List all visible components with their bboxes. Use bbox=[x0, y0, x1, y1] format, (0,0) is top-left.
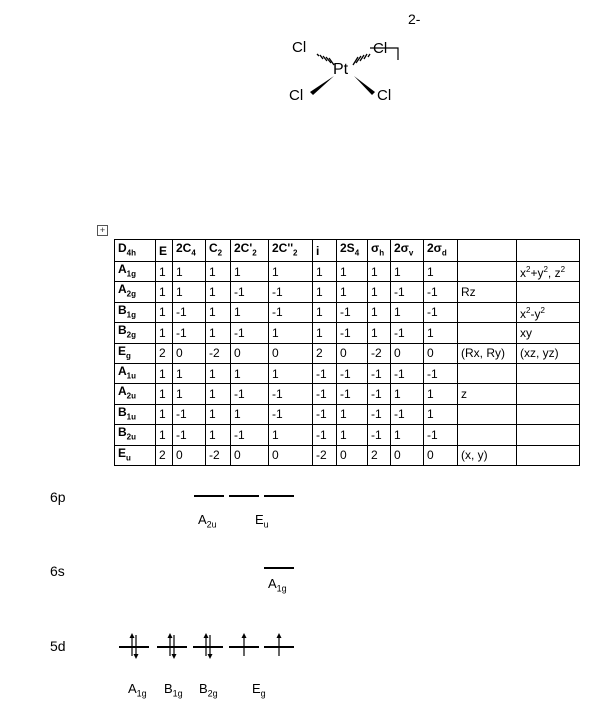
character-cell: 1 bbox=[206, 282, 231, 302]
electron-pair-arrows-icon bbox=[157, 632, 187, 660]
character-cell: 1 bbox=[173, 384, 206, 404]
character-cell: -1 bbox=[231, 425, 269, 445]
point-group-cell bbox=[115, 240, 156, 262]
chlorine-atom-bottom-right: Cl bbox=[377, 87, 392, 104]
irrep-subscript: 1g bbox=[126, 310, 137, 320]
superscript-2: 2 bbox=[540, 305, 545, 315]
electron-up-arrow-icon bbox=[264, 632, 294, 660]
character-cell: 1 bbox=[173, 262, 206, 282]
point-group-label: D bbox=[118, 240, 127, 255]
level-label-5d: 5d bbox=[50, 638, 66, 654]
quadratic-function-cell: (xz, yz) bbox=[517, 343, 580, 363]
character-cell: -1 bbox=[368, 363, 391, 383]
character-cell: 1 bbox=[269, 323, 313, 343]
linear-function-cell: z bbox=[458, 384, 517, 404]
orbital-6p-1 bbox=[194, 495, 224, 497]
character-cell: 1 bbox=[173, 363, 206, 383]
character-cell: -1 bbox=[269, 302, 313, 322]
character-cell: 1 bbox=[368, 262, 391, 282]
character-table bbox=[114, 239, 580, 466]
superscript-2: 2 bbox=[526, 265, 531, 275]
symmetry-label-eg: $E_g$ bbox=[252, 681, 266, 699]
character-cell: 1 bbox=[337, 282, 368, 302]
character-cell: 1 bbox=[231, 404, 269, 424]
operation-subscript: 2 bbox=[293, 248, 298, 258]
irrep-symbol: A bbox=[118, 363, 127, 378]
irrep-label-cell bbox=[115, 404, 156, 424]
operation-label: 2C' bbox=[234, 240, 253, 255]
operation-subscript: 2 bbox=[252, 248, 257, 258]
quadratic-function-cell: xy bbox=[517, 323, 580, 343]
character-cell: 1 bbox=[337, 425, 368, 445]
level-label-6s: 6s bbox=[50, 563, 65, 579]
quadratic-function-cell: $x^2+y^2$, $z^2$ bbox=[517, 262, 580, 282]
operation-label: σ bbox=[371, 240, 380, 255]
character-cell: 0 bbox=[173, 445, 206, 465]
character-cell: -1 bbox=[424, 282, 458, 302]
character-cell: 1 bbox=[313, 262, 337, 282]
character-cell: -1 bbox=[313, 384, 337, 404]
character-cell: 1 bbox=[313, 302, 337, 322]
irrep-subscript: 1u bbox=[126, 412, 137, 422]
linear-function-cell: (x, y) bbox=[458, 445, 517, 465]
irrep-symbol: A bbox=[118, 282, 127, 297]
irrep-row bbox=[115, 445, 580, 465]
superscript-2: 2 bbox=[560, 265, 566, 275]
character-cell: -1 bbox=[269, 384, 313, 404]
irrep-symbol: A bbox=[118, 384, 127, 399]
linear-function-cell bbox=[458, 323, 517, 343]
character-cell: 1 bbox=[156, 282, 173, 302]
character-cell: 1 bbox=[368, 323, 391, 343]
header-operation-8 bbox=[391, 240, 424, 262]
character-cell: -1 bbox=[424, 425, 458, 445]
character-cell: 1 bbox=[313, 282, 337, 302]
header-operation-4 bbox=[269, 240, 313, 262]
character-cell: 0 bbox=[337, 445, 368, 465]
irrep-label-cell bbox=[115, 302, 156, 322]
character-cell: 1 bbox=[424, 404, 458, 424]
operation-label: 2σ bbox=[394, 240, 409, 255]
character-cell: 1 bbox=[269, 262, 313, 282]
character-cell: 1 bbox=[206, 404, 231, 424]
quadratic-function-cell bbox=[517, 363, 580, 383]
character-cell: 1 bbox=[391, 425, 424, 445]
irrep-label-cell bbox=[115, 363, 156, 383]
character-cell: -1 bbox=[391, 282, 424, 302]
character-cell: 0 bbox=[231, 445, 269, 465]
character-cell: 0 bbox=[391, 343, 424, 363]
quadratic-function-cell bbox=[517, 404, 580, 424]
header-operation-9 bbox=[424, 240, 458, 262]
character-cell: -1 bbox=[424, 363, 458, 383]
operation-subscript: 2 bbox=[217, 248, 223, 258]
irrep-subscript: 1u bbox=[126, 371, 137, 381]
irrep-label-cell bbox=[115, 445, 156, 465]
character-cell: 1 bbox=[206, 363, 231, 383]
character-cell: -2 bbox=[313, 445, 337, 465]
character-cell: 0 bbox=[424, 445, 458, 465]
electron-up-arrow-icon bbox=[229, 632, 259, 660]
character-cell: -1 bbox=[173, 404, 206, 424]
character-cell: 1 bbox=[206, 302, 231, 322]
header-operation-3 bbox=[231, 240, 269, 262]
character-cell: 1 bbox=[206, 384, 231, 404]
character-cell: 1 bbox=[391, 262, 424, 282]
orbital-6s bbox=[264, 567, 294, 569]
character-cell: 1 bbox=[424, 262, 458, 282]
character-cell: 0 bbox=[269, 343, 313, 363]
operation-label: 2σ bbox=[427, 240, 442, 255]
quadratic-function-cell bbox=[517, 445, 580, 465]
header-linear-functions bbox=[458, 240, 517, 262]
operation-label: 2S bbox=[340, 240, 355, 255]
irrep-label-cell bbox=[115, 282, 156, 302]
character-cell: 2 bbox=[313, 343, 337, 363]
irrep-row bbox=[115, 363, 580, 383]
symmetry-label-a1g: $A_{1g}$ bbox=[128, 681, 147, 699]
irrep-subscript: 2g bbox=[126, 289, 137, 299]
charge-label: 2- bbox=[408, 11, 421, 27]
linear-function-cell bbox=[458, 262, 517, 282]
character-cell: -1 bbox=[391, 323, 424, 343]
character-cell: 2 bbox=[156, 445, 173, 465]
symmetry-label-b1g: $B_{1g}$ bbox=[164, 681, 183, 699]
irrep-row bbox=[115, 404, 580, 424]
symmetry-label-a1g-6s: $A_{1g}$ bbox=[268, 576, 287, 594]
superscript-2: 2 bbox=[543, 265, 548, 275]
irrep-row bbox=[115, 282, 580, 302]
character-cell: -2 bbox=[206, 445, 231, 465]
linear-function-cell bbox=[458, 425, 517, 445]
linear-function-cell: (Rx, Ry) bbox=[458, 343, 517, 363]
chlorine-atom-top-left: Cl bbox=[292, 39, 307, 56]
character-cell: -1 bbox=[231, 282, 269, 302]
character-cell: -1 bbox=[231, 323, 269, 343]
character-cell: -2 bbox=[206, 343, 231, 363]
character-cell: 1 bbox=[156, 404, 173, 424]
character-cell: -1 bbox=[269, 282, 313, 302]
character-cell: 1 bbox=[337, 262, 368, 282]
character-cell: 1 bbox=[231, 363, 269, 383]
operation-label: i bbox=[316, 243, 320, 258]
character-cell: 2 bbox=[368, 445, 391, 465]
symmetry-label-a2u: $A_{2u}$ bbox=[198, 512, 217, 530]
character-cell: -1 bbox=[231, 384, 269, 404]
character-cell: 1 bbox=[391, 302, 424, 322]
character-cell: -1 bbox=[173, 323, 206, 343]
irrep-symbol: B bbox=[118, 323, 127, 338]
character-cell: 1 bbox=[424, 384, 458, 404]
character-cell: -1 bbox=[391, 363, 424, 383]
character-cell: 1 bbox=[424, 323, 458, 343]
irrep-row bbox=[115, 262, 580, 282]
header-operation-7 bbox=[368, 240, 391, 262]
irrep-label-cell bbox=[115, 323, 156, 343]
irrep-label-cell bbox=[115, 262, 156, 282]
operation-label: 2C'' bbox=[272, 240, 294, 255]
linear-function-cell bbox=[458, 404, 517, 424]
header-operation-0 bbox=[156, 240, 173, 262]
wedge-bond-lower-left bbox=[310, 76, 334, 95]
linear-function-cell: Rz bbox=[458, 282, 517, 302]
character-cell: -1 bbox=[368, 384, 391, 404]
irrep-row bbox=[115, 384, 580, 404]
character-cell: 1 bbox=[269, 425, 313, 445]
orbital-6p-2 bbox=[229, 495, 259, 497]
character-cell: 1 bbox=[368, 302, 391, 322]
header-operation-2 bbox=[206, 240, 231, 262]
linear-function-cell bbox=[458, 363, 517, 383]
character-cell: 1 bbox=[156, 302, 173, 322]
irrep-symbol: B bbox=[118, 404, 127, 419]
wedge-bond-lower-right bbox=[354, 76, 375, 95]
point-group-subscript: 4h bbox=[126, 248, 137, 258]
character-cell: -1 bbox=[337, 323, 368, 343]
quadratic-function-cell bbox=[517, 425, 580, 445]
character-cell: -1 bbox=[424, 302, 458, 322]
irrep-row bbox=[115, 323, 580, 343]
character-cell: 1 bbox=[231, 262, 269, 282]
irrep-subscript: u bbox=[126, 452, 131, 462]
character-cell: 1 bbox=[206, 262, 231, 282]
character-cell: 1 bbox=[368, 282, 391, 302]
electron-pair-arrows-icon bbox=[193, 632, 223, 660]
character-cell: -1 bbox=[337, 363, 368, 383]
irrep-subscript: 1g bbox=[126, 269, 137, 279]
character-cell: -1 bbox=[368, 404, 391, 424]
operation-label: E bbox=[159, 243, 168, 258]
irrep-subscript: 2u bbox=[126, 391, 137, 401]
header-quadratic-functions bbox=[517, 240, 580, 262]
character-cell: -1 bbox=[173, 302, 206, 322]
irrep-symbol: B bbox=[118, 425, 127, 440]
irrep-symbol: B bbox=[118, 302, 127, 317]
character-cell: -1 bbox=[337, 384, 368, 404]
header-operation-5 bbox=[313, 240, 337, 262]
irrep-symbol: A bbox=[118, 262, 127, 276]
symmetry-label-b2g: $B_{2g}$ bbox=[199, 681, 218, 699]
irrep-subscript: 2g bbox=[126, 330, 137, 340]
character-cell: -1 bbox=[269, 404, 313, 424]
chlorine-atom-top-right: Cl bbox=[373, 40, 388, 57]
level-label-6p: 6p bbox=[50, 489, 66, 505]
character-cell: -1 bbox=[391, 404, 424, 424]
electron-pair-arrows-icon bbox=[119, 632, 149, 660]
character-cell: 1 bbox=[173, 282, 206, 302]
linear-function-cell bbox=[458, 302, 517, 322]
character-cell: 0 bbox=[337, 343, 368, 363]
irrep-symbol: E bbox=[118, 445, 127, 460]
ptcl4-structure bbox=[270, 10, 430, 110]
character-cell: 1 bbox=[337, 404, 368, 424]
operation-label: C bbox=[209, 240, 218, 255]
operation-label: 2C bbox=[176, 240, 192, 255]
character-cell: -1 bbox=[313, 425, 337, 445]
character-cell: 1 bbox=[156, 363, 173, 383]
character-cell: -1 bbox=[368, 425, 391, 445]
quadratic-function-cell: $x^2-y^2$ bbox=[517, 302, 580, 322]
operation-subscript: v bbox=[408, 248, 414, 258]
operation-subscript: d bbox=[441, 248, 447, 258]
irrep-label-cell bbox=[115, 384, 156, 404]
character-cell: 1 bbox=[156, 425, 173, 445]
chlorine-atom-bottom-left: Cl bbox=[289, 87, 304, 104]
header-operation-1 bbox=[173, 240, 206, 262]
character-cell: 1 bbox=[156, 262, 173, 282]
character-cell: 0 bbox=[231, 343, 269, 363]
platinum-atom: Pt bbox=[333, 61, 349, 78]
character-cell: 1 bbox=[206, 323, 231, 343]
character-cell: 1 bbox=[156, 384, 173, 404]
operation-subscript: 4 bbox=[191, 248, 196, 258]
character-cell: -1 bbox=[313, 363, 337, 383]
character-cell: 1 bbox=[206, 425, 231, 445]
irrep-symbol: E bbox=[118, 343, 127, 358]
character-cell: 1 bbox=[391, 384, 424, 404]
character-cell: -2 bbox=[368, 343, 391, 363]
character-cell: 0 bbox=[391, 445, 424, 465]
character-cell: -1 bbox=[313, 404, 337, 424]
irrep-row bbox=[115, 425, 580, 445]
character-cell: 1 bbox=[156, 323, 173, 343]
character-cell: 1 bbox=[231, 302, 269, 322]
character-cell: -1 bbox=[173, 425, 206, 445]
character-cell: 1 bbox=[269, 363, 313, 383]
quadratic-function-cell bbox=[517, 282, 580, 302]
character-cell: 2 bbox=[156, 343, 173, 363]
irrep-label-cell bbox=[115, 425, 156, 445]
table-header-row bbox=[115, 240, 580, 262]
character-cell: -1 bbox=[337, 302, 368, 322]
character-cell: 1 bbox=[313, 323, 337, 343]
quadratic-function-cell bbox=[517, 384, 580, 404]
header-operation-6 bbox=[337, 240, 368, 262]
irrep-subscript: 2u bbox=[126, 432, 137, 442]
operation-subscript: h bbox=[379, 248, 385, 258]
irrep-row bbox=[115, 343, 580, 363]
symmetry-label-eu: $E_u$ bbox=[255, 512, 269, 530]
character-cell: 0 bbox=[424, 343, 458, 363]
irrep-label-cell bbox=[115, 343, 156, 363]
irrep-row bbox=[115, 302, 580, 322]
character-cell: 0 bbox=[173, 343, 206, 363]
hashed-bond-upper-right bbox=[353, 54, 370, 65]
character-cell: 0 bbox=[269, 445, 313, 465]
operation-subscript: 4 bbox=[354, 248, 360, 258]
superscript-2: 2 bbox=[526, 305, 531, 315]
orbital-6p-3 bbox=[264, 495, 294, 497]
table-move-handle-icon[interactable]: + bbox=[97, 225, 108, 236]
irrep-subscript: g bbox=[126, 350, 131, 360]
hashed-bond-upper-left bbox=[317, 54, 334, 65]
